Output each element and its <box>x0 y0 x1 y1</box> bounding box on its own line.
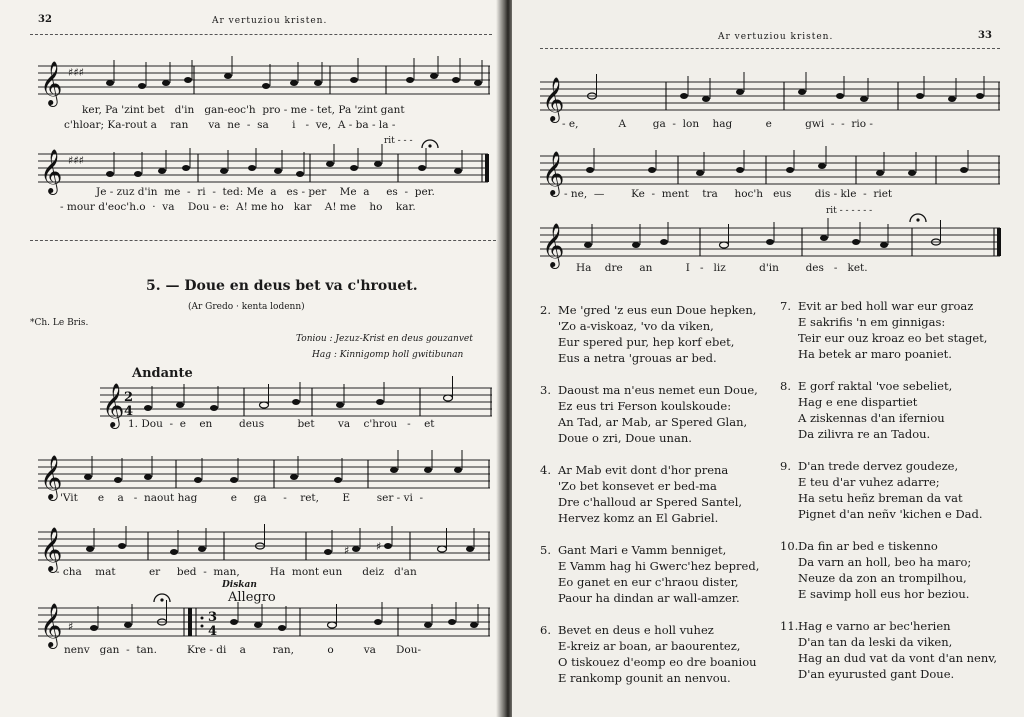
time-sig-top: 2 <box>124 390 134 405</box>
left-page <box>0 0 504 717</box>
lyrics-song1-row2b: - mour d'eoc'h.o · va Dou - e: A! me ho kar A! me ho kar. <box>60 201 416 213</box>
svg-text:𝄞: 𝄞 <box>40 603 63 647</box>
header-rule <box>30 34 492 35</box>
verse-2: 2. Me 'gred 'z eus eun Doue hepken, 'Zo a-viskoaz, 'vo da viken, Eur spered pur, hep korf ebet, Eus a netra 'grouas ar bed. <box>540 303 757 365</box>
music-staff-r1 <box>540 77 1000 122</box>
fermata-icon <box>908 210 928 224</box>
lyrics-song1-row1a: ker, Pa 'zint bet d'in gan-eoc'h pro - me - tet, Pa 'zint gant <box>82 104 405 116</box>
svg-text:♯: ♯ <box>376 540 382 553</box>
tempo-allegro: Allegro <box>228 590 276 605</box>
verse-3: 3. Daoust ma n'eus nemet eun Doue, Ez eus tri Ferson koulskoude: An Tad, ar Mab, ar Spered Glan, Doue o zri, Doue unan. <box>540 383 758 445</box>
verse-5: 5. Gant Mari e Vamm benniget, E Vamm hag hi Gwerc'hez bepred, Eo ganet en eur c'hraou dister, Paour ha dindan ar wall-amzer. <box>540 543 760 605</box>
verse-11: 11. Hag e varno ar bec'herien D'an tan da leski da viken, Hag an dud vat da vont d'an nenv, D'an eyurusted gant Doue. <box>780 619 998 681</box>
music-staff-1 <box>38 61 490 106</box>
svg-text:𝄞: 𝄞 <box>542 223 565 267</box>
verse-7: 7. Evit ar bed holl war eur groaz E sakrifis 'n em ginnigas: Teir eur ouz kroaz eo bet staget, Ha betek ar maro poaniet. <box>780 299 988 361</box>
verse-10: 10. Da fin ar bed e tiskenno Da varn an holl, beo ha maro; Neuze da zon an trompilhou, E savimp holl eus hor beziou. <box>780 539 972 601</box>
svg-text:𝄞: 𝄞 <box>40 455 63 499</box>
tempo-andante: Andante <box>132 366 193 381</box>
verse-4: 4. Ar Mab evit dont d'hor prena 'Zo bet konsevet er bed-ma Dre c'halloud ar Spered Santel, Hervez komz an El Gabriel. <box>540 463 743 525</box>
music-staff-6 <box>38 603 490 648</box>
lyrics-song2-row1: 1. Dou - e en deus bet va c'hrou - et <box>128 418 435 430</box>
song-author: *Ch. Le Bris. <box>30 318 89 328</box>
diskan-label: Diskan <box>222 580 257 590</box>
svg-text:♯: ♯ <box>344 544 350 557</box>
svg-text:𝄞: 𝄞 <box>542 77 565 121</box>
ritardando-mark: rit - - - <box>384 136 413 146</box>
lyrics-song1-row1b: c'hloar; Ka-rout a ran va ne - sa i - ve, A - ba - la - <box>64 119 396 131</box>
lyrics-song2-row3: - cha mat er bed - man, Ha mont eun deiz d'an <box>56 566 417 578</box>
page-number-right: 33 <box>978 30 992 41</box>
verse-8: 8. E gorf raktal 'voe sebeliet, Hag e ene dispartiet A ziskennas d'an iferniou Da zilivra re an Tadou. <box>780 379 953 441</box>
lyrics-r1: - e, A ga - lon hag e gwi - - rio - <box>562 118 873 130</box>
song-subtitle: (Ar Gredo · kenta lodenn) <box>188 302 305 312</box>
lyrics-song2-row4: nenv gan - tan. Kre - di a ran, o va Dou- <box>64 644 422 656</box>
fermata-icon <box>420 136 440 150</box>
header-rule-right <box>540 48 1000 49</box>
tune-note-2: Hag : Kinnigomp holl gwitibunan <box>312 350 464 360</box>
ritardando-mark-right: rit - - - - - - <box>826 206 873 216</box>
svg-text:𝄞: 𝄞 <box>40 149 63 193</box>
lyrics-song1-row2a: Je - zuz d'in me - ri - ted: Me a es - per Me a es - per. <box>96 186 435 198</box>
time-sig2-top: 3 <box>208 610 218 625</box>
svg-text:♯♯♯: ♯♯♯ <box>68 66 84 79</box>
time-sig2-bottom: 4 <box>208 624 218 639</box>
time-sig-bottom: 4 <box>124 404 134 419</box>
svg-text:𝄞: 𝄞 <box>102 383 125 427</box>
lyrics-song2-row2: 'Vit e a - naout hag e ga - ret, E ser - vi - <box>60 492 424 504</box>
svg-text:𝄞: 𝄞 <box>542 151 565 195</box>
running-head-right: Ar vertuziou kristen. <box>718 32 834 42</box>
song-title: 5. — Doue en deus bet va c'hrouet. <box>146 278 418 294</box>
svg-text:♯♯♯: ♯♯♯ <box>68 154 84 167</box>
lyrics-r2: - ne, — Ke - ment tra hoc'h eus dis - kle - riet <box>564 188 893 200</box>
right-page <box>512 0 1024 717</box>
page-number-left: 32 <box>38 14 52 25</box>
svg-text:♯: ♯ <box>68 620 74 633</box>
running-head-left: Ar vertuziou kristen. <box>212 16 328 26</box>
svg-text:𝄞: 𝄞 <box>40 61 63 105</box>
tune-note-1: Toniou : Jezuz-Krist en deus gouzanvet <box>296 334 473 344</box>
section-rule <box>30 240 496 241</box>
fermata-icon <box>152 590 172 604</box>
lyrics-r3: Ha dre an I - liz d'in des - ket. <box>576 262 868 274</box>
svg-text:𝄞: 𝄞 <box>40 527 63 571</box>
verse-6: 6. Bevet en deus e holl vuhez E-kreiz ar boan, ar baourentez, O tiskouez d'eomp eo dre boaniou E rankomp gounit an nenvou. <box>540 623 757 685</box>
verse-9: 9. D'an trede dervez goudeze, E teu d'ar vuhez adarre; Ha setu heñz breman da vat Pignet d'an neñv 'kichen e Dad. <box>780 459 983 521</box>
